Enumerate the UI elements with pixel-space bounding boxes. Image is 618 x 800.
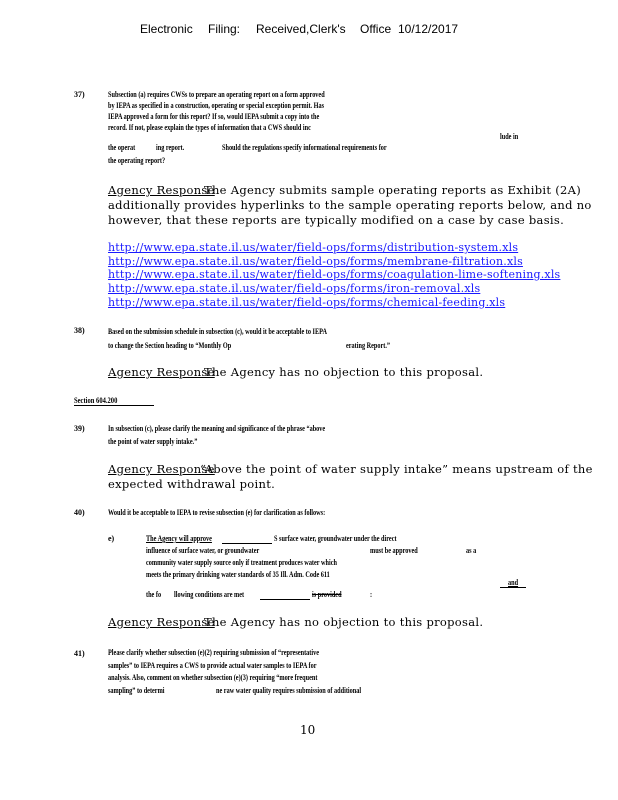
question-number: 40)	[74, 508, 85, 517]
insert-underline	[222, 543, 272, 544]
page-number: 10	[300, 723, 316, 737]
insert-underline	[500, 587, 526, 588]
question-text: IEPA approved a form for this report? If so, would IEPA submit a copy into the	[108, 112, 320, 121]
question-text: by IEPA as specified in a construction, operating or special exception permit. Has	[108, 101, 325, 110]
response-text: The Agency submits sample operating reports as Exhibit (2A)	[204, 183, 582, 197]
hyperlink[interactable]: http://www.epa.state.il.us/water/field-ops/forms/iron-removal.xls	[108, 282, 481, 295]
response-text: additionally provides hyperlinks to the sample operating reports below, and no	[108, 198, 592, 212]
amended-text: influence of surface water, or groundwater	[146, 546, 260, 555]
insert-underline	[260, 599, 310, 600]
question-text: ing report.	[156, 143, 185, 152]
question-text: ne raw water quality requires submission of additional	[216, 686, 362, 695]
hyperlink[interactable]: http://www.epa.state.il.us/water/field-ops/forms/chemical-feeding.xls	[108, 296, 506, 309]
question-number: 38)	[74, 326, 85, 335]
response-text: however, that these reports are typically modified on a case by case basis.	[108, 213, 565, 227]
question-text: erating Report.”	[346, 341, 391, 350]
header-received: Received,Clerk's	[256, 22, 346, 36]
amended-text: and	[508, 578, 519, 587]
question-text: In subsection (c), please clarify the meaning and significance of the phrase “above	[108, 424, 326, 433]
agency-response-label: Agency Response	[108, 462, 215, 476]
question-text: the point of water supply intake.”	[108, 437, 198, 446]
question-text: samples” to IEPA requires a CWS to provide actual water samples to IEPA for	[108, 661, 317, 670]
hyperlink[interactable]: http://www.epa.state.il.us/water/field-ops/forms/coagulation-lime-softening.xls	[108, 268, 561, 281]
amended-text: as a	[466, 546, 477, 555]
amended-text: S surface water, groundwater under the direct	[274, 534, 397, 543]
response-text: The Agency has no objection to this proposal.	[204, 615, 484, 629]
response-text: “Above the point of water supply intake” means upstream of the	[200, 462, 593, 476]
question-text: Based on the submission schedule in subsection (c), would it be acceptable to IEPA	[108, 327, 327, 336]
amended-text: :	[370, 590, 373, 599]
section-underline	[74, 405, 154, 406]
amended-text: llowing conditions are met	[174, 590, 245, 599]
header-office: Office	[360, 22, 392, 36]
question-number: 41)	[74, 649, 85, 658]
question-text: Please clarify whether subsection (e)(2) requiring submission of “representative	[108, 648, 319, 657]
hyperlink[interactable]: http://www.epa.state.il.us/water/field-ops/forms/distribution-system.xls	[108, 241, 519, 254]
subsection-label: e)	[108, 534, 115, 543]
question-text: record. If not, please explain the types of information that a CWS should inc	[108, 123, 311, 132]
question-number: 37)	[74, 90, 85, 99]
amended-text: meets the primary drinking water standards of 35 Ill. Adm. Code 611	[146, 570, 330, 579]
agency-response-label: Agency Response	[108, 615, 215, 629]
agency-response-label: Agency Response	[108, 365, 215, 379]
amended-text: community water supply source only if treatment produces water which	[146, 558, 337, 567]
question-text: Would it be acceptable to IEPA to revise subsection (e) for clarification as follows:	[108, 508, 326, 517]
header-filing: Filing:	[208, 22, 241, 36]
question-number: 39)	[74, 424, 85, 433]
response-text: expected withdrawal point.	[108, 477, 276, 491]
amended-text: The Agency will approve	[146, 534, 212, 543]
question-text: Should the regulations specify informational requirements for	[222, 143, 387, 152]
question-text: lude in	[500, 132, 519, 141]
deleted-text: is provided	[312, 590, 342, 599]
question-text: the operat	[108, 143, 136, 152]
header-date: 10/12/2017	[398, 22, 459, 36]
header-electronic: Electronic	[140, 22, 193, 36]
amended-text: must be approved	[370, 546, 418, 555]
question-text: to change the Section heading to “Monthly Op	[108, 341, 232, 350]
response-text: The Agency has no objection to this proposal.	[204, 365, 484, 379]
hyperlink[interactable]: http://www.epa.state.il.us/water/field-ops/forms/membrane-filtration.xls	[108, 255, 523, 268]
question-text: Subsection (a) requires CWSs to prepare an operating report on a form approved	[108, 90, 325, 99]
question-text: the operating report?	[108, 156, 166, 165]
amended-text: the fo	[146, 590, 162, 599]
section-heading: Section 604.200	[74, 396, 118, 405]
agency-response-label: Agency Response	[108, 183, 215, 197]
question-text: analysis. Also, comment on whether subsection (e)(3) requiring “more frequent	[108, 673, 318, 682]
question-text: sampling” to determi	[108, 686, 165, 695]
